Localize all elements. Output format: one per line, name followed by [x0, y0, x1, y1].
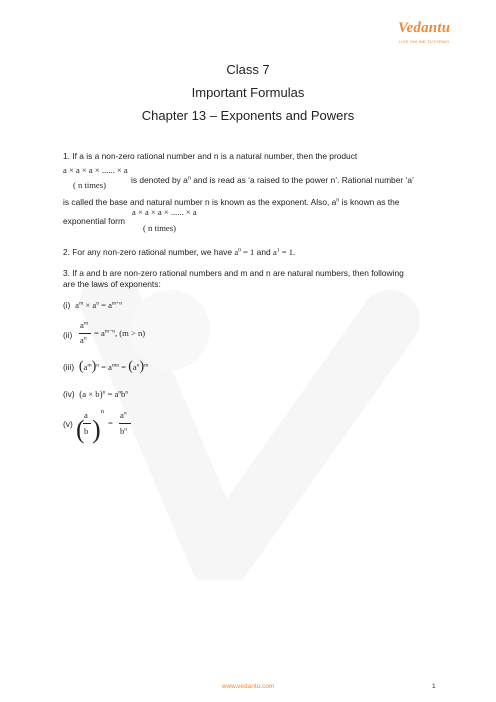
- law-ii-rhs: = $a^{m-n}$, (m > n): [94, 328, 146, 338]
- vedantu-logo: [398, 20, 458, 50]
- p3-line-2: are the laws of exponents:: [63, 279, 161, 289]
- p2-text: 2. For any non-zero rational number, we have $a^0 = 1$ and $a^1 = 1$.: [63, 247, 296, 257]
- class-heading: Class 7: [226, 62, 270, 77]
- law-ii-label: (ii): [63, 330, 73, 340]
- law-v-exponent: n: [101, 409, 104, 415]
- law-iv: (iv) $(a \times b)^n = a^nb^n$: [63, 389, 129, 399]
- law-v-left-paren: (: [76, 415, 85, 444]
- p1-product-2: a × a × a × ...... × a: [132, 207, 197, 217]
- page-title: Important Formulas: [191, 85, 305, 100]
- law-v-rhs-numerator: $a^n$: [120, 410, 127, 420]
- p3-line-1: 3. If a and b are non-zero rational numbers and m and n are natural numbers, then following: [63, 268, 404, 278]
- law-ii-denominator: $a^n$: [80, 335, 87, 345]
- page-number: 1: [432, 683, 436, 690]
- p1-n-times-2: ( n times): [143, 223, 176, 233]
- law-i: (i) $a^m \times a^n = a^{m+n}$: [63, 300, 123, 310]
- p1-intro: 1. If a is a non-zero rational number and n is a natural number, then the product: [63, 151, 358, 161]
- law-ii-fraction-bar: [79, 333, 91, 334]
- law-v-rhs-fraction-bar: [119, 423, 131, 424]
- p1-n-times: ( n times): [73, 180, 106, 190]
- law-v-right-paren: ): [92, 415, 101, 444]
- p1-exponential-form: exponential form: [63, 216, 125, 226]
- law-v-denominator: b: [84, 426, 89, 436]
- logo-brand: Vedantu: [398, 20, 451, 36]
- p1-product: a × a × a × ...... × a: [63, 165, 128, 175]
- law-ii-numerator: $a^m$: [80, 320, 89, 330]
- law-iii: (iii) $(a^m)^n = a^{mn} = (a^n)^m$: [63, 359, 149, 374]
- logo-tagline: LIVE ONLINE TUTORING: [399, 39, 450, 44]
- p1-base-line: is called the base and natural number n is known as the exponent. Also, $a^n$ is known as the: [63, 197, 400, 207]
- law-v-equals: =: [108, 418, 113, 428]
- p1-denoted: is denoted by $a^n$ and is read as ‘a raised to the power n’. Rational number ‘a’: [131, 175, 414, 185]
- law-v-fraction-bar: [83, 423, 91, 424]
- law-v-label: (v): [63, 419, 73, 429]
- law-v-numerator: a: [84, 410, 88, 420]
- footer-url[interactable]: www.vedantu.com: [221, 683, 275, 690]
- chapter-title: Chapter 13 – Exponents and Powers: [141, 108, 355, 123]
- law-v-rhs-denominator: $b^n$: [120, 426, 128, 436]
